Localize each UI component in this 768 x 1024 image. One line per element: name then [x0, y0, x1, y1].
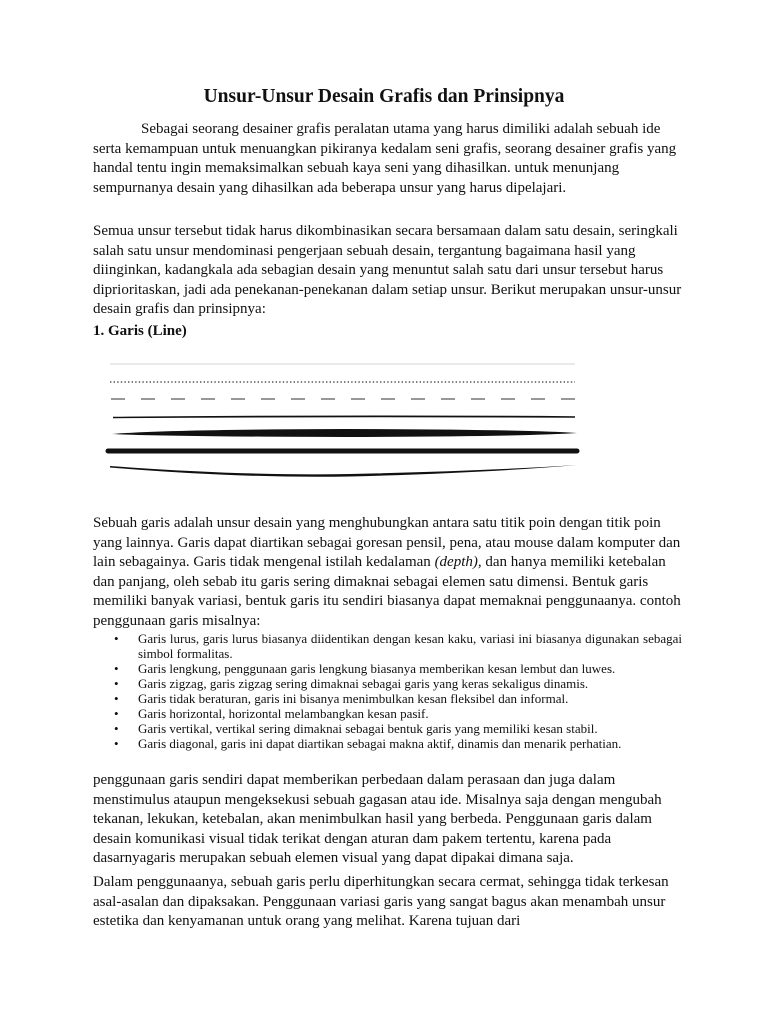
list-item: • Garis lengkung, penggunaan garis lengkung biasanya memberikan kesan lembut dan luwes.	[112, 661, 682, 676]
line-definition-text-end: dan hanya memiliki ketebalan dan panjang, oleh sebab itu garis sering dimaknai sebagai elemen satu dimensi. Bentuk garis memiliki banyak variasi, bentuk garis itu sendiri biasanya dapat memaknai penggunaanya. contoh penggunaan garis misalnya:	[93, 554, 681, 629]
thin-brush-line-icon	[113, 415, 575, 418]
line-definition-text-start: Sebuah garis adalah unsur desain yang menghubungkan antara satu titik poin dengan titik poin yang lainnya. Garis dapat diartikan sebagai goresan pensil, pena, atau mouse dalam komputer dan lain sebagainya. Garis tidak mengenal istilah kedalaman	[93, 515, 681, 570]
section-heading-line: 1. Garis (Line)	[93, 323, 187, 339]
list-item: • Garis lurus, garis lurus biasanya diidentikan dengan kesan kaku, variasi ini biasanya digunakan sebagai simbol formalitas.	[112, 631, 682, 661]
elements-paragraph: Semua unsur tersebut tidak harus dikombinasikan secara bersamaan dalam satu desain, seringkali salah satu unsur mendominasi pengerjaan sebuah desain, tergantung bagaimana hasil yang diinginkan, kadangkala ada sebagian desain yang menuntut salah satu dari unsur tersebut harus diprioritaskan, jadi ada penekanan-penekanan dalam setiap unsur. Berikut merupakan unsur-unsur desain grafis dan prinsipnya:	[93, 223, 682, 317]
line-types-list	[112, 631, 682, 751]
line-careful-use-paragraph: Dalam penggunaanya, sebuah garis perlu diperhitungkan secara cermat, sehingga tidak terkesan asal-asalan dan dipaksakan. Penggunaan variasi garis yang sangat bagus akan menambah unsur estetika dan kenyamanan untuk orang yang melihat. Karena tujuan dari	[93, 874, 669, 929]
line-examples-illustration	[105, 355, 585, 485]
list-item: • Garis zigzag, garis zigzag sering dimaknai sebagai garis yang keras sekaligus dinamis.	[112, 676, 682, 691]
curved-brush-line-icon	[110, 465, 577, 477]
list-item: • Garis tidak beraturan, garis ini bisanya menimbulkan kesan fleksibel dan informal.	[112, 691, 682, 706]
page-title: Unsur-Unsur Desain Grafis dan Prinsipnya	[203, 86, 565, 107]
list-item: • Garis horizontal, horizontal melambangkan kesan pasif.	[112, 706, 682, 721]
depth-term: (depth),	[434, 554, 482, 570]
list-item: • Garis diagonal, garis ini dapat diartikan sebagai makna aktif, dinamis dan menarik perhatian.	[112, 736, 682, 751]
tapered-brush-line-icon	[112, 429, 577, 437]
line-usage-paragraph: penggunaan garis sendiri dapat memberikan perbedaan dalam perasaan dan juga dalam menstimulus ataupun mengeksekusi sebuah gagasan atau ide. Misalnya saja dengan mengubah tekanan, lekukan, ketebalan, akan menimbulkan hasil yang berbeda. Penggunaan garis dalam desain komunikasi visual tidak terikat dengan aturan dam pakem tertentu, karena pada dasarnyagaris merupakan sebuah elemen visual yang dapat dipakai dimana saja.	[93, 772, 662, 866]
intro-paragraph-text: Sebagai seorang desainer grafis peralatan utama yang harus dimiliki adalah sebuah ide serta kemampuan untuk menuangkan pikiranya kedalam seni grafis, seorang desainer grafis yang handal tentu ingin memaksimalkan sebuah kaya seni yang dihasilkan. untuk menunjang sempurnanya desain yang dihasilkan ada beberapa unsur yang harus dipelajari.	[93, 121, 677, 196]
intro-paragraph	[93, 120, 685, 198]
line-definition-paragraph	[93, 514, 685, 631]
list-item: • Garis vertikal, vertikal sering dimaknai sebagai bentuk garis yang memiliki kesan stabil.	[112, 721, 682, 736]
